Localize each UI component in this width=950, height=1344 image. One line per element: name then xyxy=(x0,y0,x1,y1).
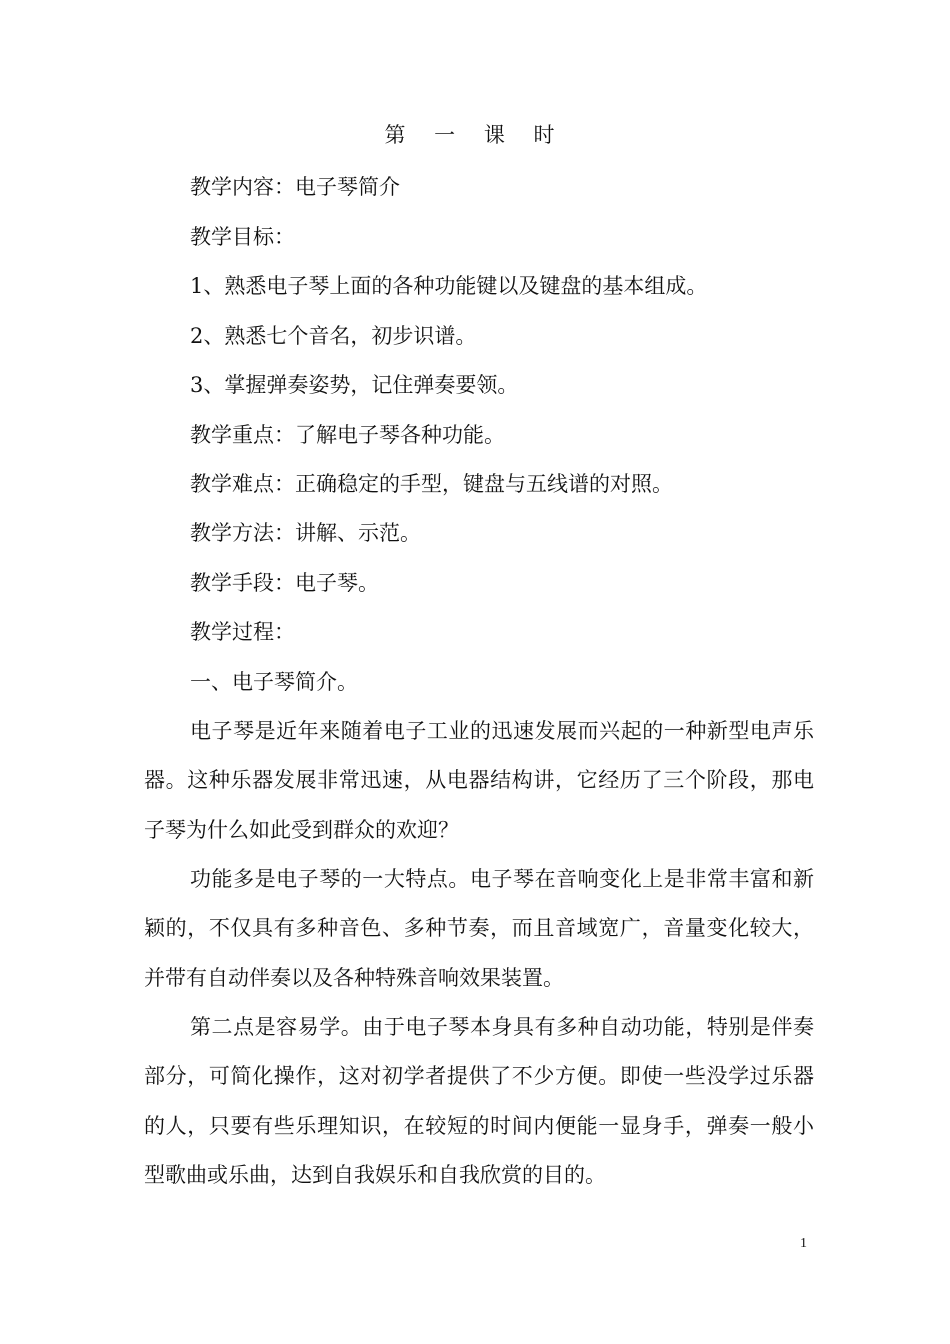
teaching-process-heading: 教学过程： xyxy=(190,620,295,644)
teaching-goals-heading: 教学目标： xyxy=(190,225,295,249)
paragraph-intro: 电子琴是近年来随着电子工业的迅速发展而兴起的一种新型电声乐器。这种乐器发展非常迅速，从电器结构讲，它经历了三个阶段，那电子琴为什么如此受到群众的欢迎？ xyxy=(144,719,814,842)
page-number: 1 xyxy=(800,1236,807,1251)
goal-item-3: 3、掌握弹奏姿势，记住弹奏要领。 xyxy=(190,373,519,397)
teaching-difficulty: 教学难点：正确稳定的手型，键盘与五线谱的对照。 xyxy=(190,472,673,496)
teaching-content: 教学内容：电子琴简介 xyxy=(190,175,400,199)
lesson-title: 第 一 课 时 xyxy=(384,123,566,147)
goal-item-1: 1、熟悉电子琴上面的各种功能键以及键盘的基本组成。 xyxy=(190,274,708,298)
paragraph-features: 功能多是电子琴的一大特点。电子琴在音响变化上是非常丰富和新颖的，不仅具有多种音色、多种节奏，而且音域宽广，音量变化较大，并带有自动伴奏以及各种特殊音响效果装置。 xyxy=(144,867,814,990)
paragraph-easy-to-learn: 第二点是容易学。由于电子琴本身具有多种自动功能，特别是伴奏部分，可简化操作，这对初学者提供了不少方便。即使一些没学过乐器的人，只要有些乐理知识，在较短的时间内便能一显身手，弹奏一般小型歌曲或乐曲，达到自我娱乐和自我欣赏的目的。 xyxy=(144,1015,814,1187)
teaching-method: 教学方法：讲解、示范。 xyxy=(190,521,421,545)
teaching-focus: 教学重点：了解电子琴各种功能。 xyxy=(190,423,505,447)
section-heading-intro: 一、电子琴简介。 xyxy=(190,670,358,694)
teaching-means: 教学手段：电子琴。 xyxy=(190,571,379,595)
goal-item-2: 2、熟悉七个音名，初步识谱。 xyxy=(190,324,477,348)
